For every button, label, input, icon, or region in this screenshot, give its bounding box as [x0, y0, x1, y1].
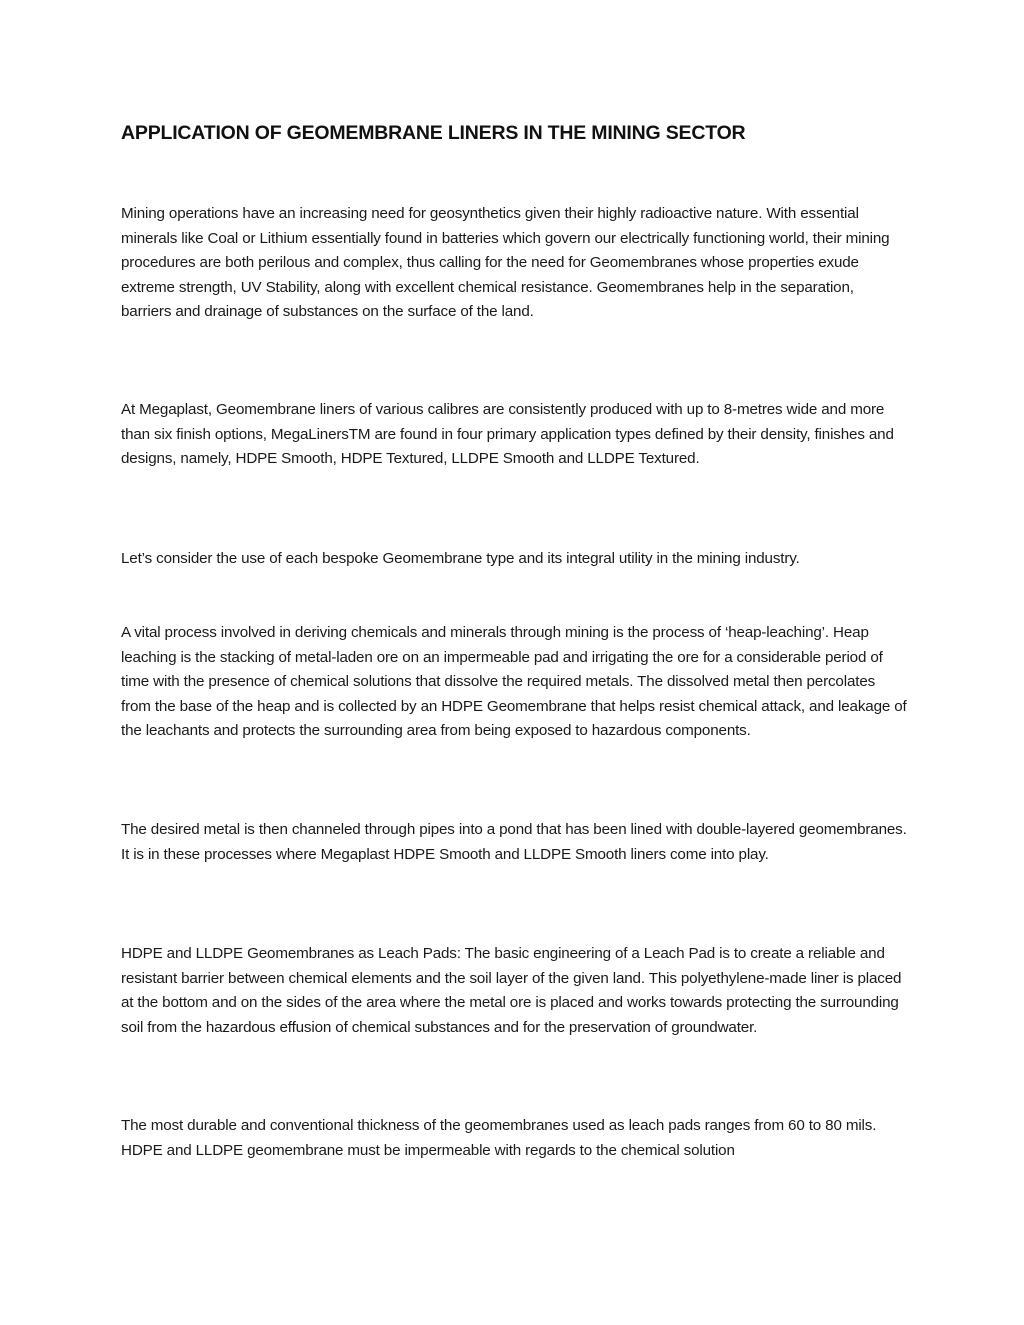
document-title: APPLICATION OF GEOMEMBRANE LINERS IN THE MINING SECTOR: [121, 122, 746, 144]
paragraph-leach-pads: HDPE and LLDPE Geomembranes as Leach Pads: The basic engineering of a Leach Pad is to create a reliable and resistant barrier between chemical elements and the soil layer of the given land. This polyethylene-made liner is placed at the bottom and on the sides of the area where the metal ore is placed and works towards protecting the surrounding soil from the hazardous effusion of chemical substances and for the preservation of groundwater.: [121, 945, 902, 1036]
paragraph-thickness: The most durable and conventional thickness of the geomembranes used as leach pads ranges from 60 to 80 mils. HDPE and LLDPE geomembrane must be impermeable with regards to the chemical solution: [121, 1117, 877, 1159]
paragraph-megaplast-liners: At Megaplast, Geomembrane liners of various calibres are consistently produced with up to 8-metres wide and more than six finish options, MegaLinersTM are found in four primary application types defined by their density, finishes and designs, namely, HDPE Smooth, HDPE Textured, LLDPE Smooth and LLDPE Textured.: [121, 401, 894, 467]
paragraph-consider-types: Let’s consider the use of each bespoke Geomembrane type and its integral utility in the mining industry.: [121, 550, 800, 567]
paragraph-intro: Mining operations have an increasing need for geosynthetics given their highly radioactive nature. With essential minerals like Coal or Lithium essentially found in batteries which govern our electrically functioning world, their mining procedures are both perilous and complex, thus calling for the need for Geomembranes whose properties exude extreme strength, UV Stability, along with excellent chemical resistance. Geomembranes help in the separation, barriers and drainage of substances on the surface of the land.: [121, 205, 890, 320]
paragraph-pond-lining: The desired metal is then channeled through pipes into a pond that has been lined with double-layered geomembranes. It is in these processes where Megaplast HDPE Smooth and LLDPE Smooth liners come into play.: [121, 821, 907, 863]
paragraph-heap-leaching: A vital process involved in deriving chemicals and minerals through mining is the process of ‘heap-leaching’. Heap leaching is the stacking of metal-laden ore on an impermeable pad and irrigating the ore for a considerable period of time with the presence of chemical solutions that dissolve the required metals. The dissolved metal then percolates from the base of the heap and is collected by an HDPE Geomembrane that helps resist chemical attack, and leakage of the leachants and protects the surrounding area from being exposed to hazardous components.: [121, 624, 907, 739]
